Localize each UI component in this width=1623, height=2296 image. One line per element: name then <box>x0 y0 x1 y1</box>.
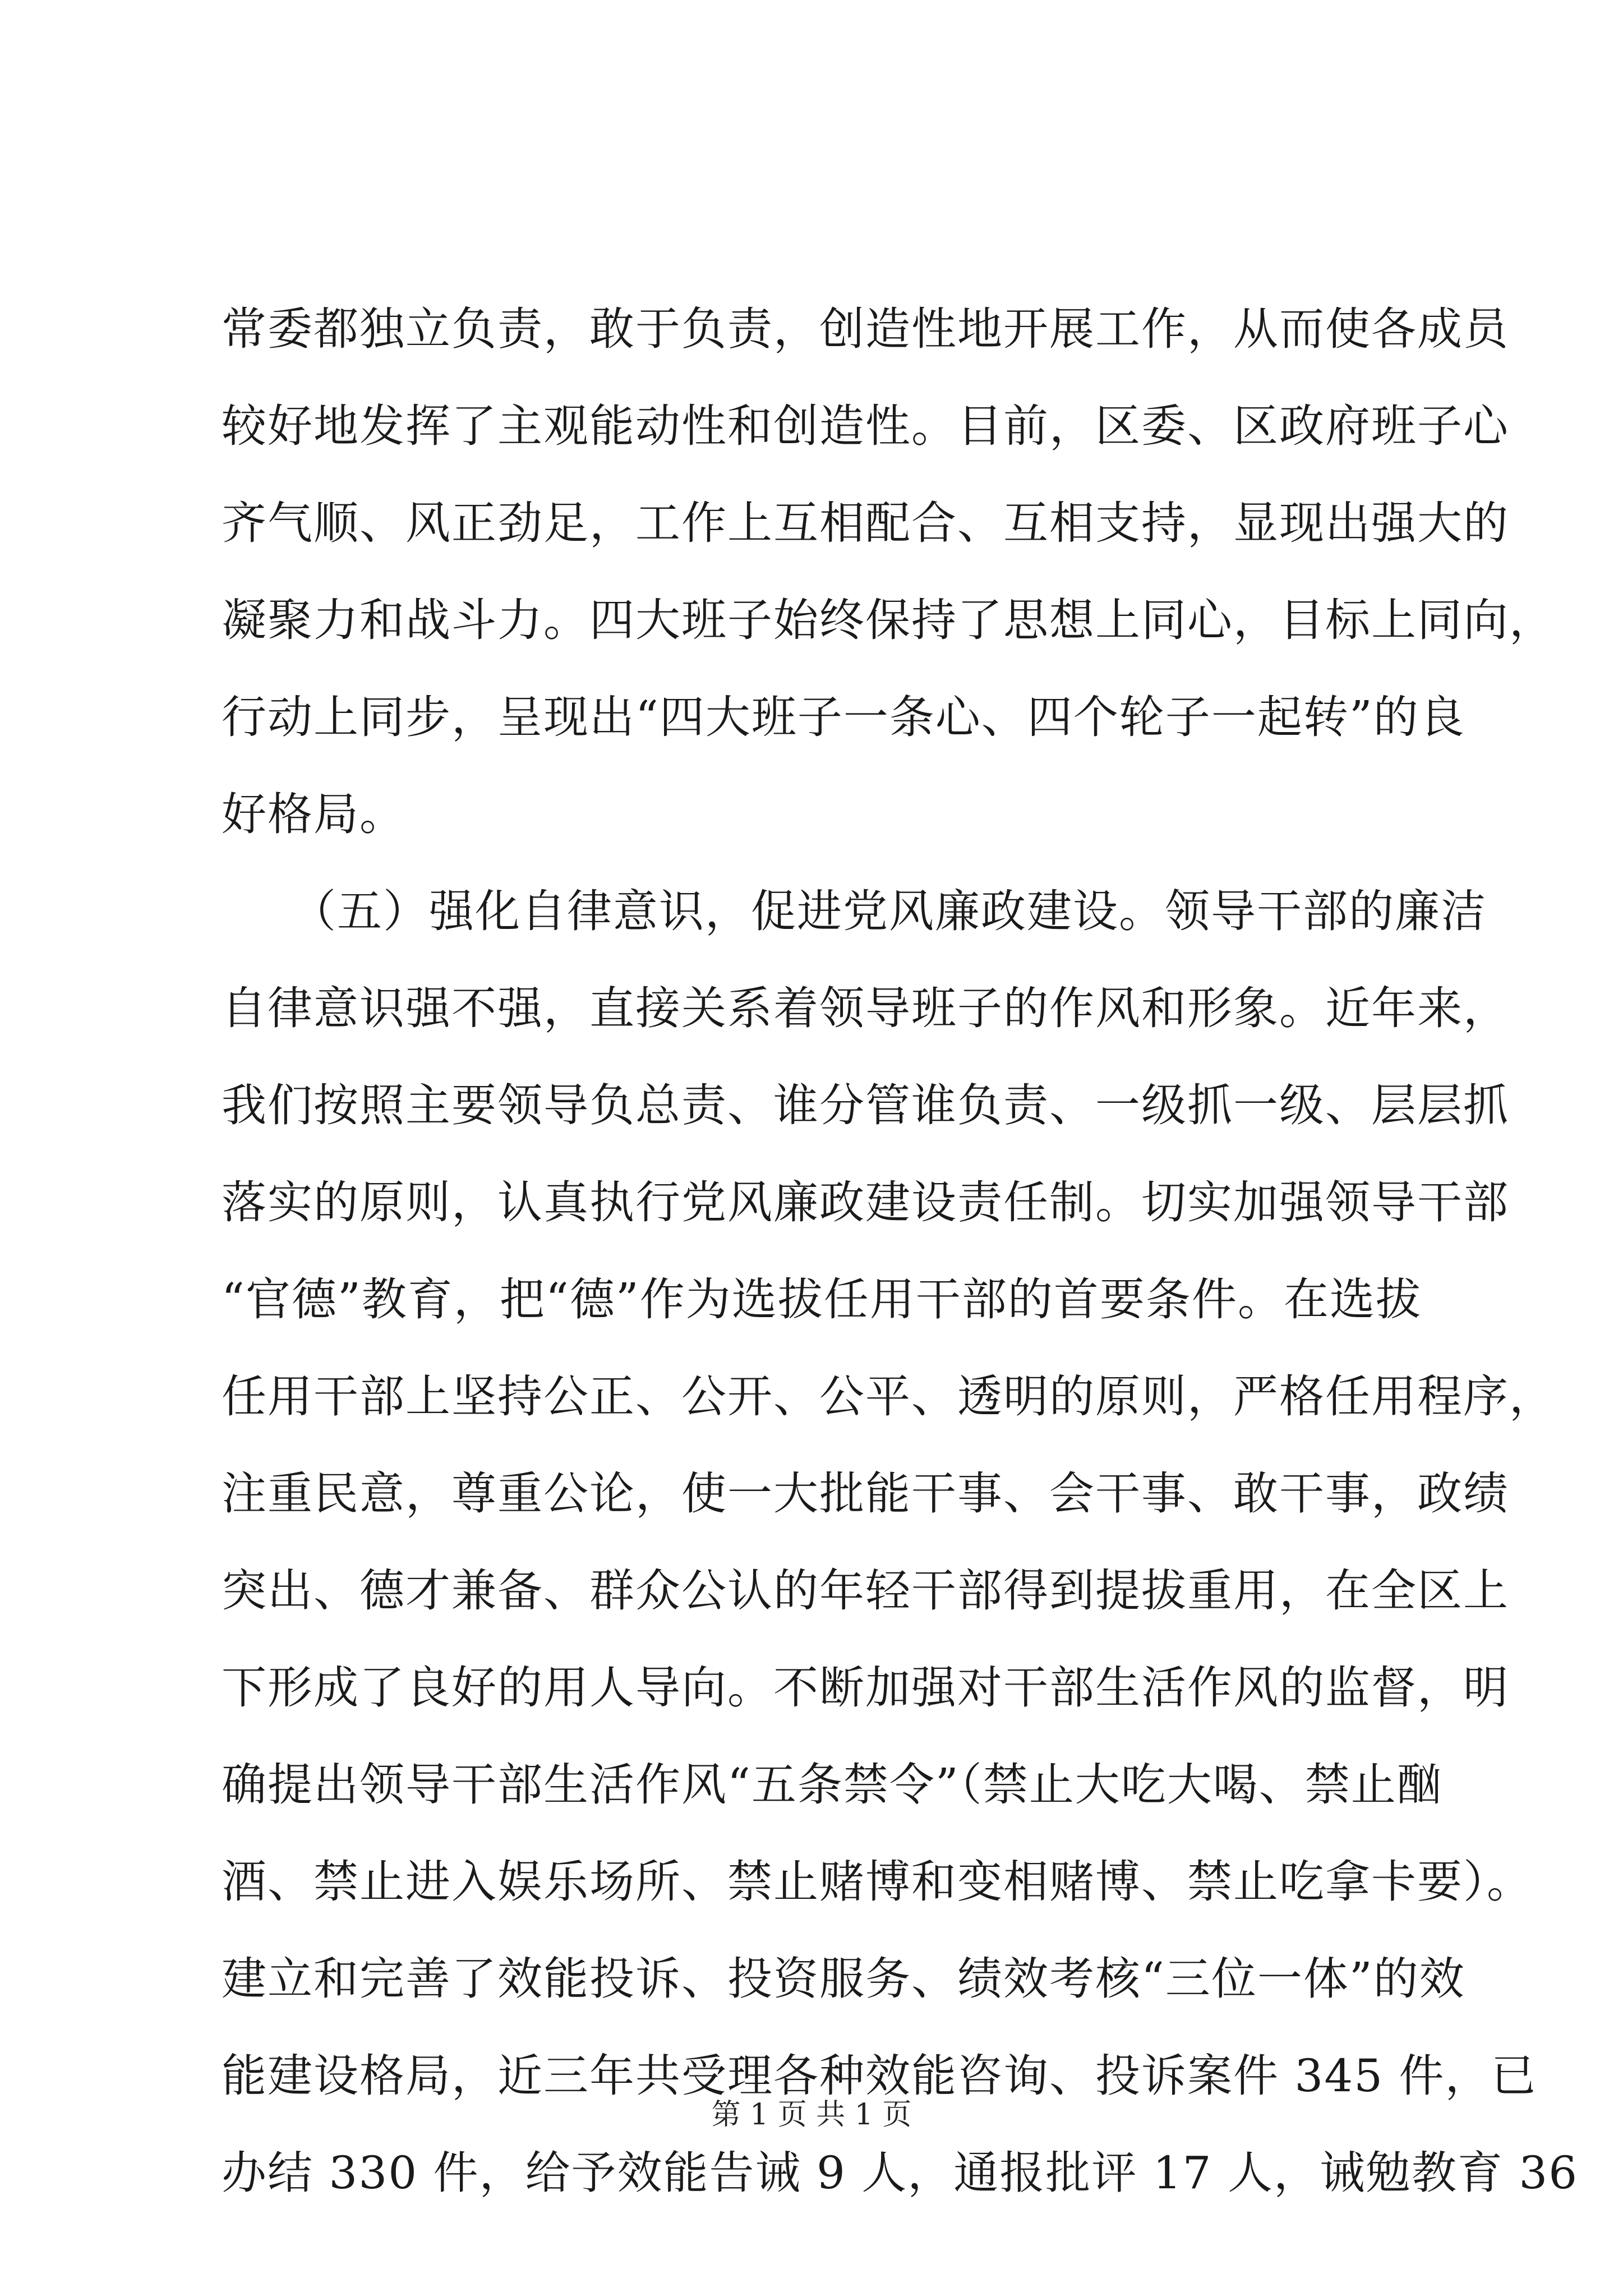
text-line: 注重民意，尊重公论，使一大批能干事、会干事、敢干事，政绩 <box>222 1467 1509 1520</box>
text-line: 落实的原则，认真执行党风廉政建设责任制。切实加强领导干部 <box>222 1176 1509 1228</box>
text-line: 酒、禁止进入娱乐场所、禁止赌博和变相赌博、禁止吃拿卡要）。 <box>222 1856 1533 1908</box>
page-number: 第 1 页 共 1 页 <box>711 2098 912 2132</box>
text-line: 较好地发挥了主观能动性和创造性。目前，区委、区政府班子心 <box>222 400 1509 452</box>
text-line: （五）强化自律意识，促进党风廉政建设。领导干部的廉洁 <box>222 885 1487 937</box>
text-line: “官德”教育，把“德”作为选拔任用干部的首要条件。在选拔 <box>222 1273 1422 1326</box>
text-line: 能建设格局，近三年共受理各种效能咨询、投诉案件 345 件，已 <box>222 2050 1537 2102</box>
text-line: 常委都独立负责，敢于负责，创造性地开展工作，从而使各成员 <box>222 303 1509 355</box>
text-line: 行动上同步，呈现出“四大班子一条心、四个轮子一起转”的良 <box>222 691 1465 743</box>
text-line: 任用干部上坚持公正、公开、公平、透明的原则，严格任用程序， <box>222 1370 1555 1423</box>
text-line: 突出、德才兼备、群众公认的年轻干部得到提拔重用，在全区上 <box>222 1565 1509 1617</box>
text-line: 齐气顺、风正劲足，工作上互相配合、互相支持，显现出强大的 <box>222 497 1509 549</box>
text-line: 凝聚力和战斗力。四大班子始终保持了思想上同心，目标上同向， <box>222 594 1555 646</box>
text-line: 自律意识强不强，直接关系着领导班子的作风和形象。近年来， <box>222 982 1509 1034</box>
text-line: 我们按照主要领导负总责、谁分管谁负责、一级抓一级、层层抓 <box>222 1079 1509 1131</box>
page-footer <box>0 2092 1623 2137</box>
text-line: 确提出领导干部生活作风“五条禁令”（禁止大吃大喝、禁止酗 <box>222 1759 1443 1811</box>
text-line: 建立和完善了效能投诉、投资服务、绩效考核“三位一体”的效 <box>222 1953 1465 2005</box>
text-line: 办结 330 件，给予效能告诫 9 人，通报批评 17 人，诫勉教育 36 <box>222 2147 1579 2199</box>
text-line: 好格局。 <box>222 788 405 840</box>
text-line: 下形成了良好的用人导向。不断加强对干部生活作风的监督，明 <box>222 1662 1509 1714</box>
body-text <box>222 280 1579 2221</box>
